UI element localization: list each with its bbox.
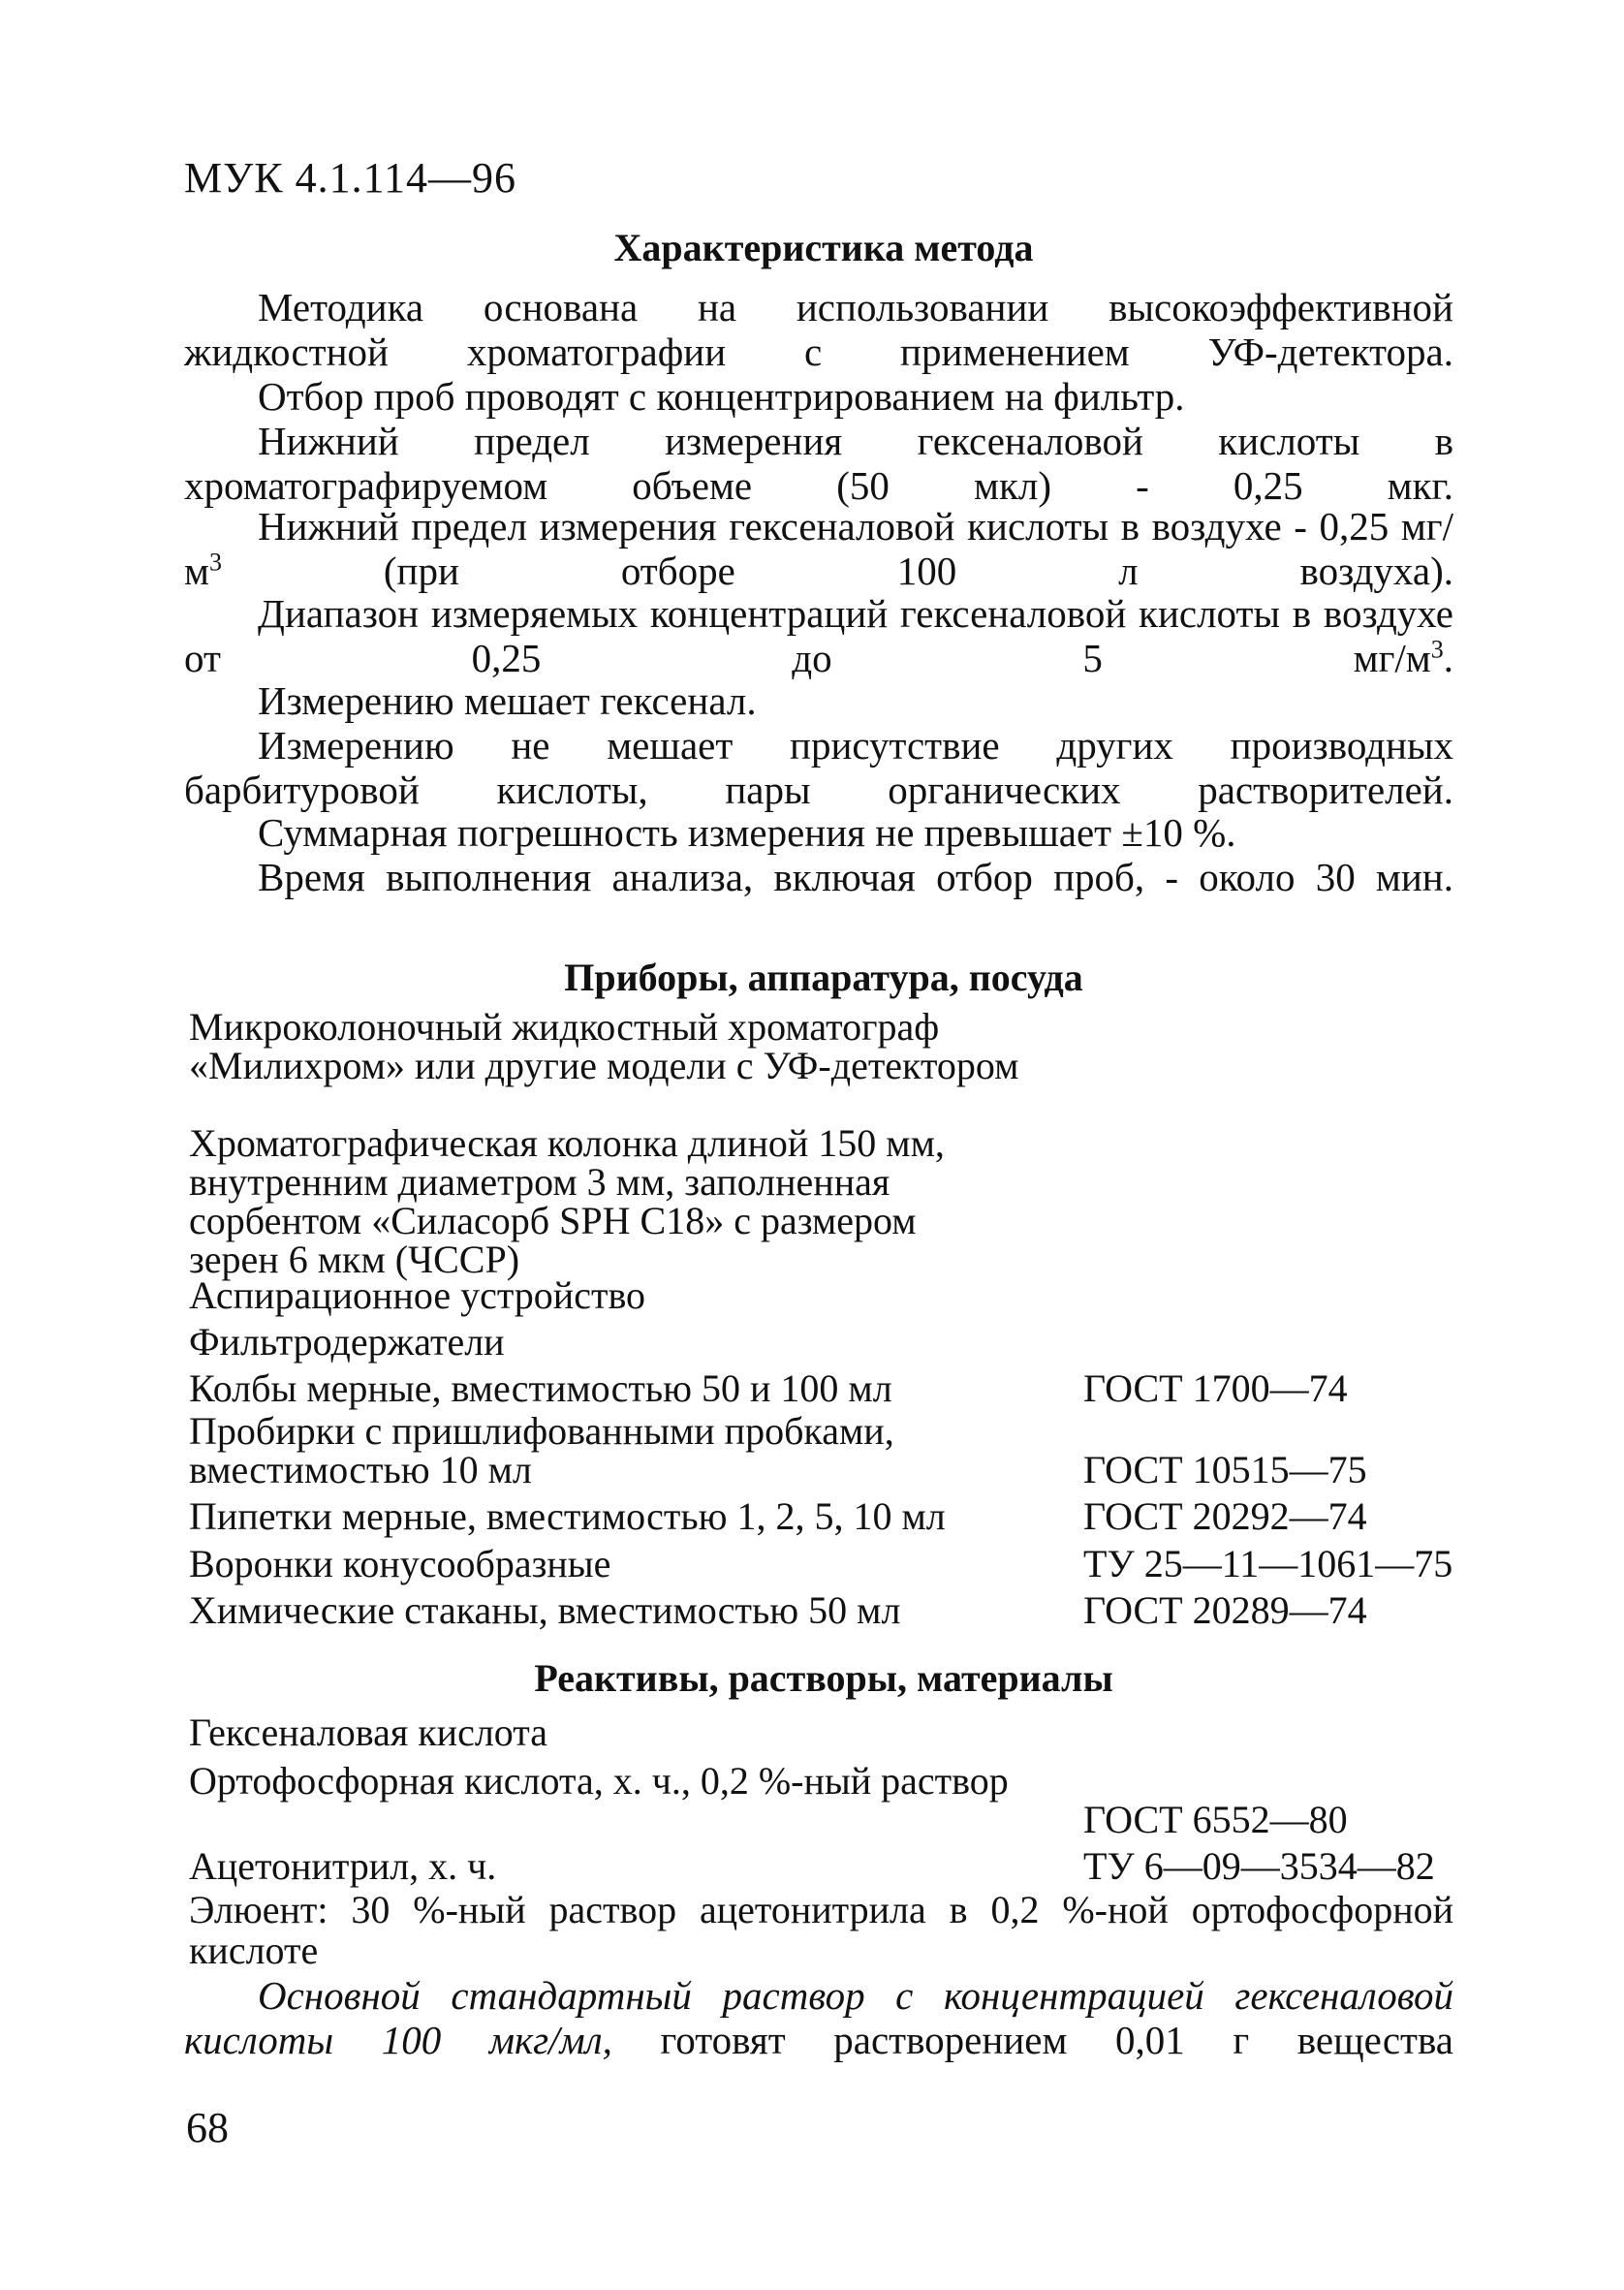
equipment-item: Воронки конусообразные: [189, 1542, 611, 1585]
paragraph-interference: Измерению мешает гексенал.: [258, 678, 757, 723]
paragraph-lower-limit-volume: Нижний предел измерения гексеналовой кислоты в хроматографируемом объеме (50 мкл) - 0,25 мкг.: [184, 419, 1453, 508]
equipment-item: Хроматографическая колонка длиной 150 мм, внутренним диаметром 3 мм, заполненная сорбентом «Силасорб SPH C18» с размером зерен 6 мкм (ЧССР): [189, 1121, 945, 1281]
reagent-item: Ацетонитрил, х. ч.: [189, 1844, 497, 1888]
reagent-standard: ТУ 6—09—3534—82: [1083, 1844, 1435, 1888]
equipment-item: Аспирационное устройство: [189, 1273, 646, 1317]
equipment-item: Микроколоночный жидкостный хроматограф «Милихром» или другие модели с УФ-детектором: [189, 1005, 1019, 1087]
equipment-item: Пробирки с пришлифованными пробками, вместимостью 10 мл: [189, 1409, 894, 1491]
paragraph-range: Диапазон измеряемых концентраций гексеналовой кислоты в воздухе от 0,25 до 5 $мг/м^3$.: [184, 591, 1453, 680]
equipment-standard: ГОСТ 20292—74: [1083, 1494, 1367, 1538]
equipment-standard: ТУ 25—11—1061—75: [1083, 1542, 1453, 1585]
equipment-item: Колбы мерные, вместимостью 50 и 100 мл: [189, 1366, 892, 1410]
section-title-reagents: Реактивы, растворы, материалы: [534, 1656, 1113, 1700]
paragraph-no-interference: Измерению не мешает присутствие других производных барбитуровой кислоты, пары органических растворителей.: [184, 723, 1453, 812]
paragraph-method-basis: Методика основана на использовании высокоэффективной жидкостной хроматографии с применением УФ-детектора.: [184, 285, 1453, 374]
eluent-description: Элюент: 30 %-ный раствор ацетонитрила в 0,2 %-ной ортофосфорной кислоте: [189, 1888, 1453, 1972]
section-title-characteristics: Характеристика метода: [613, 226, 1034, 269]
reagent-item: Ортофосфорная кислота, х. ч., 0,2 %-ный раствор: [189, 1759, 1009, 1803]
equipment-item: Пипетки мерные, вместимостью 1, 2, 5, 10 мл: [189, 1494, 946, 1538]
equipment-item: Химические стаканы, вместимостью 50 мл: [189, 1588, 901, 1632]
paragraph-lower-limit-air: Нижний предел измерения гексеналовой кислоты в воздухе - 0,25 $мг/м^3$ (при отборе 100 л воздуха).: [184, 504, 1453, 593]
equipment-standard: ГОСТ 10515—75: [1083, 1448, 1367, 1491]
reagent-standard: ГОСТ 6552—80: [1083, 1798, 1348, 1841]
document-code: МУК 4.1.114—96: [184, 154, 516, 202]
equipment-standard: ГОСТ 1700—74: [1083, 1366, 1348, 1410]
equipment-standard: ГОСТ 20289—74: [1083, 1588, 1367, 1632]
paragraph-error: Суммарная погрешность измерения не превышает ±10 %.: [258, 810, 1236, 855]
section-title-equipment: Приборы, аппаратура, посуда: [564, 956, 1083, 999]
reagent-item: Гексеналовая кислота: [189, 1710, 547, 1754]
paragraph-duration: Время выполнения анализа, включая отбор проб, - около 30 мин.: [258, 855, 1453, 899]
paragraph-sampling: Отбор проб проводят с концентрированием на фильтр.: [258, 374, 1185, 419]
page-number: 68: [186, 2104, 229, 2151]
equipment-item: Фильтродержатели: [189, 1320, 505, 1364]
paragraph-stock-solution: Основной стандартный раствор с концентрацией гексеналовой кислоты 100 мкг/мл, готовят растворением 0,01 г вещества: [184, 1973, 1453, 2062]
